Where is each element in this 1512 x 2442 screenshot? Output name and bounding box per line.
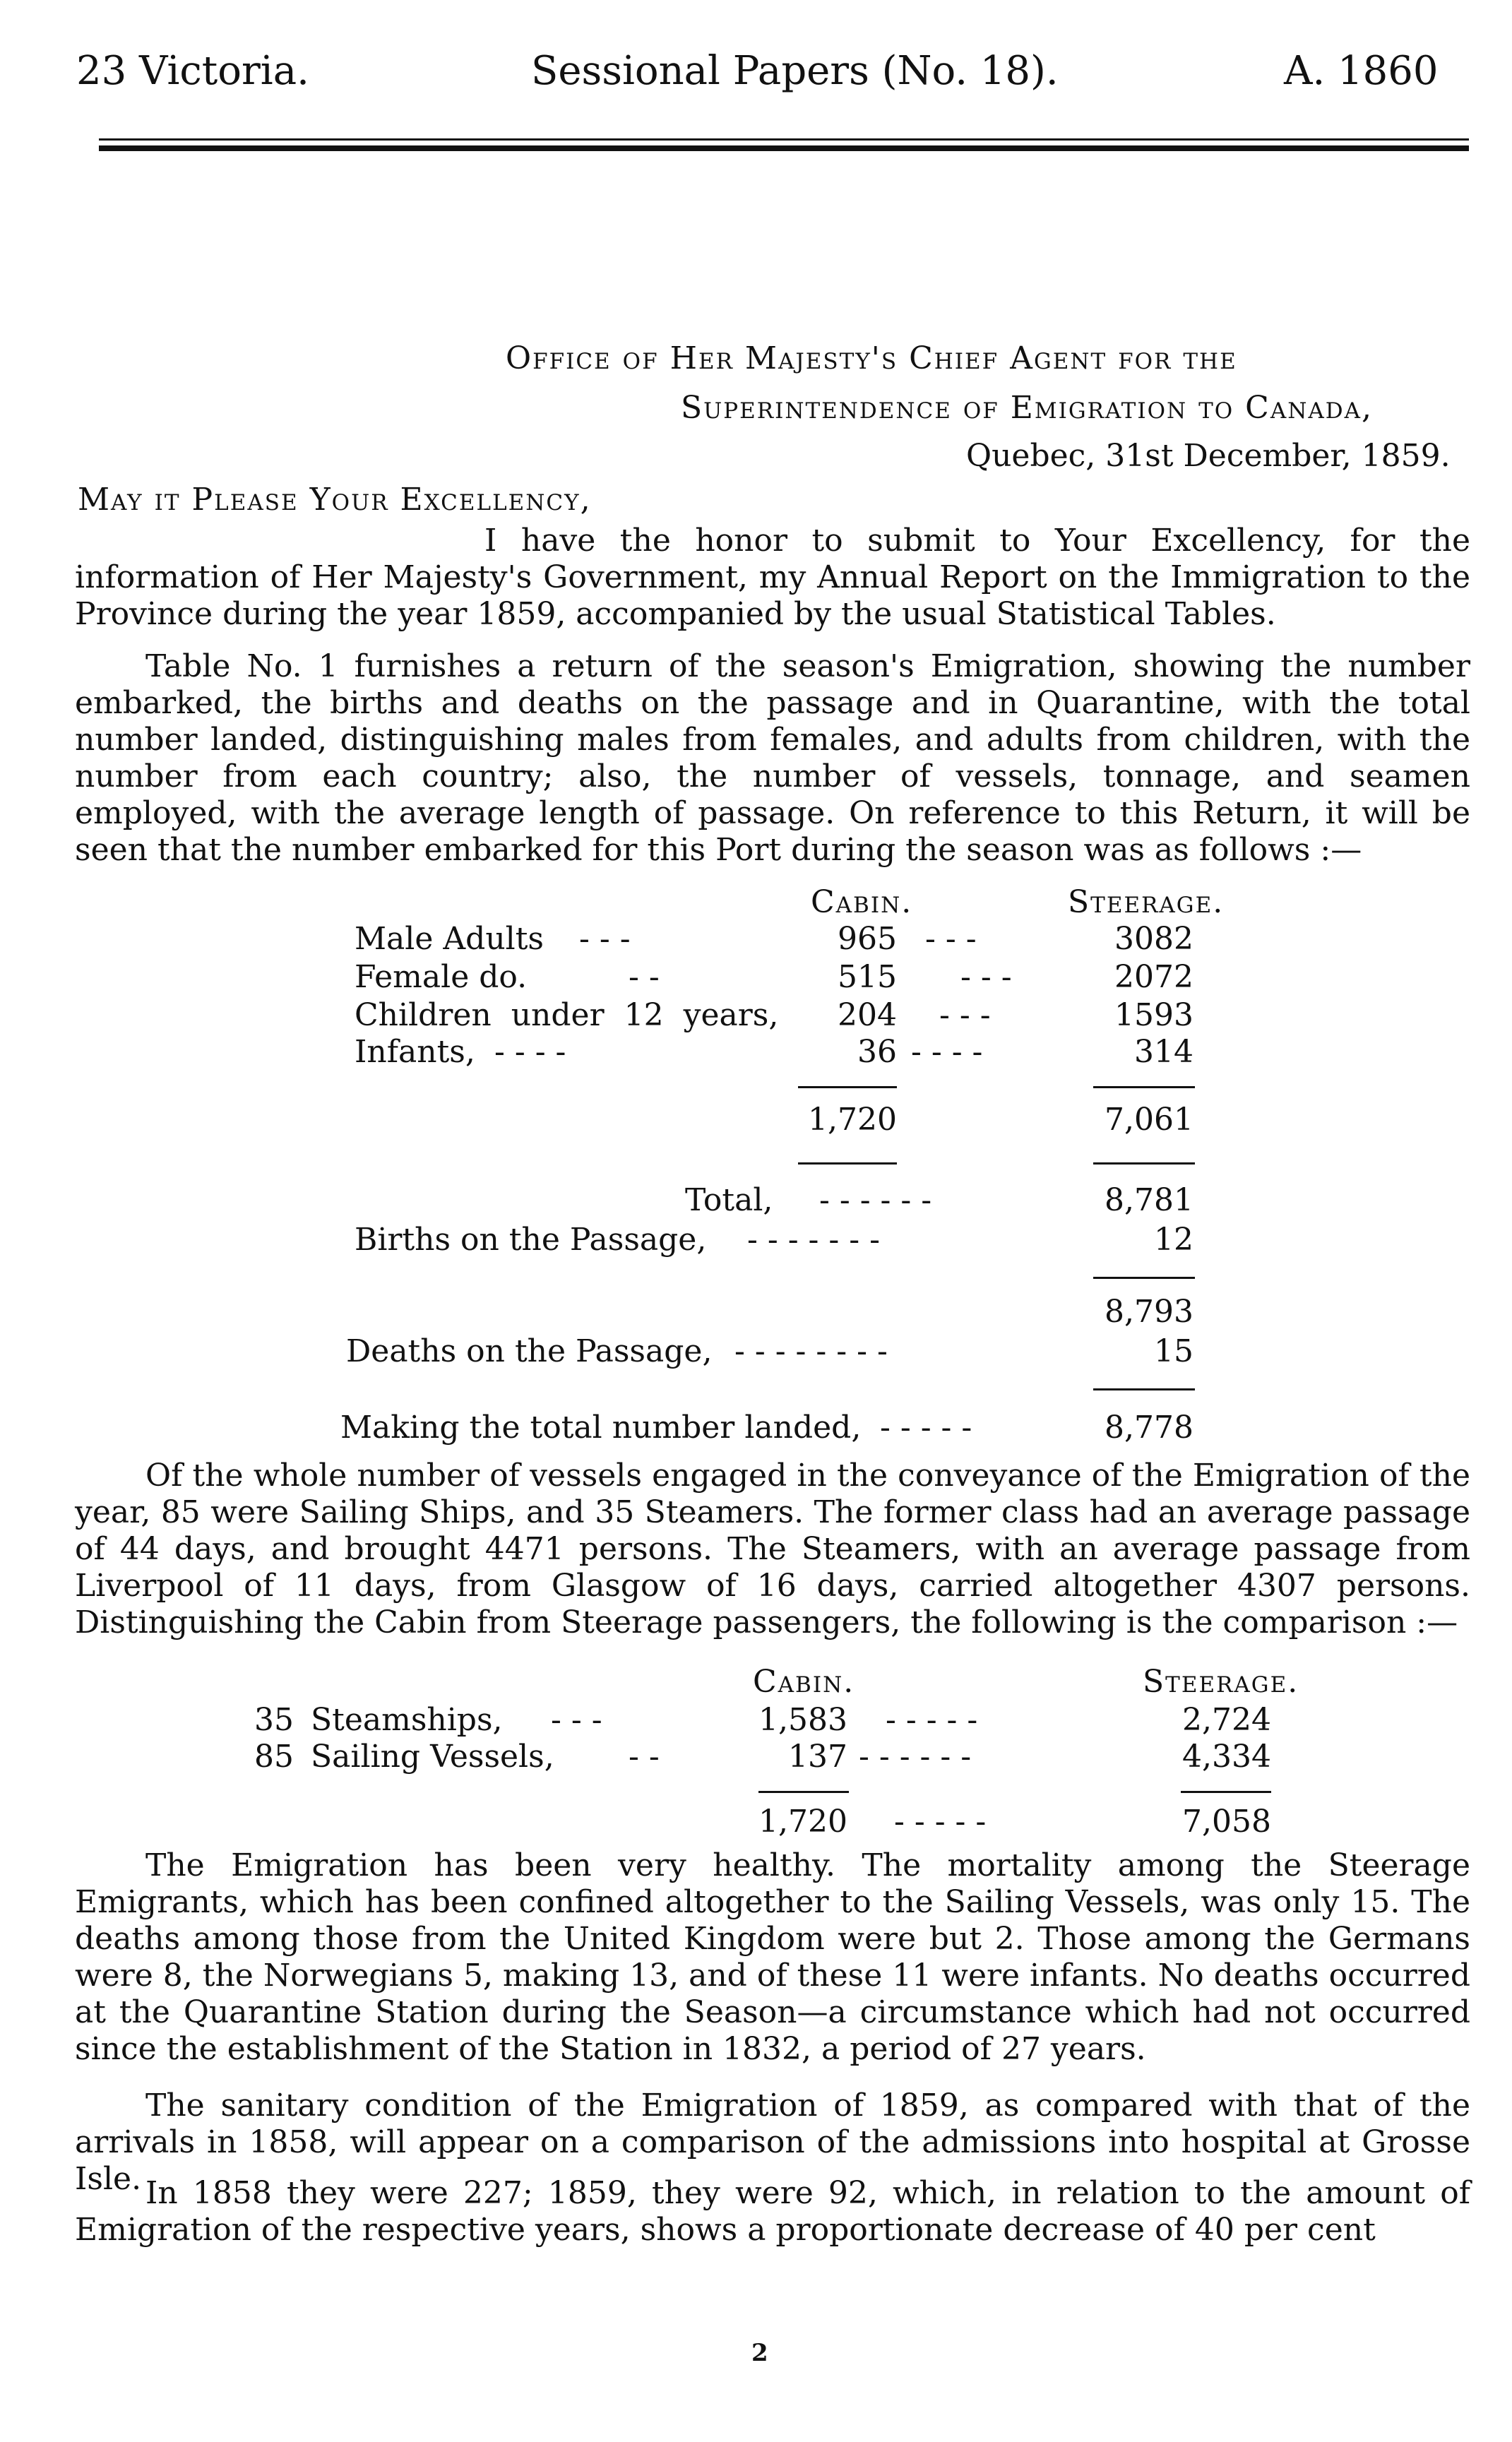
table1-row-label: Female do. bbox=[355, 959, 528, 995]
table2-header-cabin: Cabin. bbox=[753, 1664, 855, 1700]
table2-row-dots: - - - - - - bbox=[859, 1739, 972, 1775]
header-right: A. 1860 bbox=[1284, 48, 1439, 94]
table1-total-value: 8,781 bbox=[1105, 1182, 1193, 1218]
table1-row-dots: - - - - bbox=[494, 1034, 566, 1070]
table2-cabin-total: 1,720 bbox=[758, 1804, 847, 1840]
paragraph-6 bbox=[75, 2175, 1470, 2249]
table2-row-dots: - - bbox=[629, 1739, 660, 1775]
table1-total-label: Total, bbox=[685, 1182, 773, 1218]
salutation: May it Please Your Excellency, bbox=[78, 482, 592, 518]
paragraph-1-text: I have the honor to submit to Your Excellency, for the information of Her Majesty's Government, my Annual Report on the Immigration to the Province during the year 1859, accompanied by the usual Statistical Tables. bbox=[75, 523, 1470, 632]
table1-deaths-value: 15 bbox=[1154, 1333, 1193, 1369]
table2-row-dots: - - - - - bbox=[886, 1702, 978, 1738]
paragraph-2-text: Table No. 1 furnishes a return of the season's Emigration, showing the number embarked, the births and deaths on the passage and in Quarantine, with the total number landed, distinguishing males from females, and adults from children, with the number from each country; also, the number of vessels, tonnage, and seamen employed, with the average length of passage. On reference to this Return, it will be seen that the number embarked for this Port during the season was as follows :— bbox=[75, 648, 1470, 868]
table1-row-label: Infants, bbox=[355, 1034, 475, 1070]
office-line-1: Office of Her Majesty's Chief Agent for the bbox=[506, 340, 1237, 376]
paragraph-6-text: In 1858 they were 227; 1859, they were 92, which, in relation to the amount of Emigration of the respective years, shows a proportionate decrease of 40 per cent bbox=[75, 2175, 1470, 2248]
table1-row-label: Male Adults bbox=[355, 921, 544, 957]
paragraph-2 bbox=[75, 648, 1470, 869]
header-rule-thick bbox=[99, 145, 1469, 151]
table2-row-count: 35 bbox=[254, 1702, 294, 1738]
table1-subtotal: 8,793 bbox=[1105, 1294, 1193, 1330]
table1-header-cabin: Cabin. bbox=[811, 884, 913, 920]
table1-row-cabin: 36 bbox=[857, 1034, 897, 1070]
table1-row-dots: - - - bbox=[925, 921, 977, 957]
table2-steerage-total: 7,058 bbox=[1182, 1804, 1271, 1840]
table1-landed-label: Making the total number landed, bbox=[340, 1410, 862, 1446]
table1-row-steerage: 2072 bbox=[1114, 959, 1193, 995]
office-date: Quebec, 31st December, 1859. bbox=[966, 438, 1451, 474]
table1-deaths-label: Deaths on the Passage, bbox=[346, 1333, 713, 1369]
paragraph-4-text: The Emigration has been very healthy. The mortality among the Steerage Emigrants, which has been confined altogether to the Sailing Vessels, was only 15. The deaths among those from the United Kingdom were but 2. Those among the Germans were 8, the Norwegians 5, making 13, and of these 11 were infants. No deaths occurred at the Quarantine Station during the Season—a circumstance which had not occurred since the establishment of the Station in 1832, a period of 27 years. bbox=[75, 1847, 1470, 2067]
header-rule-thin bbox=[99, 138, 1469, 141]
table1-row-cabin: 204 bbox=[838, 997, 897, 1033]
table2-row-label: Steamships, bbox=[311, 1702, 503, 1738]
table1-steerage-total: 7,061 bbox=[1105, 1102, 1193, 1138]
table2-total-dots: - - - - - bbox=[894, 1804, 987, 1840]
table1-row-dots: - - - bbox=[960, 959, 1012, 995]
table1-landed-value: 8,778 bbox=[1105, 1410, 1193, 1446]
header-center: Sessional Papers (No. 18). bbox=[531, 48, 1059, 94]
table2-row-dots: - - - bbox=[551, 1702, 602, 1738]
table1-total-dots: - - - - - - bbox=[819, 1182, 932, 1218]
table1-row-dots: - - - bbox=[939, 997, 991, 1033]
header-left: 23 Victoria. bbox=[76, 48, 309, 94]
paragraph-3 bbox=[75, 1458, 1470, 1641]
table1-births-rule bbox=[1093, 1277, 1195, 1279]
table1-landed-dots: - - - - - bbox=[880, 1410, 972, 1446]
table2-row-steerage: 2,724 bbox=[1182, 1702, 1271, 1738]
table1-births-dots: - - - - - - - bbox=[747, 1222, 880, 1258]
table2-steerage-sum-rule bbox=[1181, 1791, 1271, 1793]
table2-row-cabin: 137 bbox=[788, 1739, 847, 1775]
paragraph-4 bbox=[75, 1847, 1470, 2068]
table1-deaths-dots: - - - - - - - - bbox=[734, 1333, 888, 1369]
table2-row-count: 85 bbox=[254, 1739, 294, 1775]
table2-header-steerage: Steerage. bbox=[1143, 1664, 1299, 1700]
table2-row-steerage: 4,334 bbox=[1182, 1739, 1271, 1775]
table1-row-label: Children under 12 years, bbox=[355, 997, 779, 1033]
table1-row-steerage: 3082 bbox=[1114, 921, 1193, 957]
table1-row-dots: - - bbox=[629, 959, 660, 995]
table1-births-value: 12 bbox=[1154, 1222, 1193, 1258]
table1-steerage-sum-rule bbox=[1093, 1086, 1195, 1088]
table1-births-label: Births on the Passage, bbox=[355, 1222, 707, 1258]
table1-row-cabin: 965 bbox=[838, 921, 897, 957]
paragraph-3-text: Of the whole number of vessels engaged in the conveyance of the Emigration of the year, 85 were Sailing Ships, and 35 Steamers. The former class had an average passage of 44 days, and brought 4471 persons. The Steamers, with an average passage from Liverpool of 11 days, from Glasgow of 16 days, carried altogether 4307 persons. Distinguishing the Cabin from Steerage passengers, the following is the comparison :— bbox=[75, 1458, 1470, 1640]
table1-cabin-total: 1,720 bbox=[808, 1102, 897, 1138]
page-number: 2 bbox=[751, 2339, 768, 2367]
paragraph-5-text: The sanitary condition of the Emigration of 1859, as compared with that of the arrivals in 1858, will appear on a comparison of the admissions into hospital at Grosse Isle. bbox=[75, 2087, 1470, 2197]
table1-row-dots: - - - bbox=[579, 921, 631, 957]
table1-row-steerage: 1593 bbox=[1114, 997, 1193, 1033]
paragraph-1 bbox=[75, 523, 1470, 633]
table1-header-steerage: Steerage. bbox=[1068, 884, 1225, 920]
table1-row-cabin: 515 bbox=[838, 959, 897, 995]
office-line-2: Superintendence of Emigration to Canada, bbox=[681, 390, 1373, 426]
table2-cabin-sum-rule bbox=[758, 1791, 849, 1793]
table1-cabin-total-rule bbox=[798, 1162, 897, 1165]
table2-row-label: Sailing Vessels, bbox=[311, 1739, 554, 1775]
table1-cabin-sum-rule bbox=[798, 1086, 897, 1088]
table1-deaths-rule bbox=[1093, 1388, 1195, 1390]
table1-steerage-total-rule bbox=[1093, 1162, 1195, 1165]
table1-row-steerage: 314 bbox=[1134, 1034, 1193, 1070]
table2-row-cabin: 1,583 bbox=[758, 1702, 847, 1738]
table1-row-dots: - - - - bbox=[911, 1034, 983, 1070]
